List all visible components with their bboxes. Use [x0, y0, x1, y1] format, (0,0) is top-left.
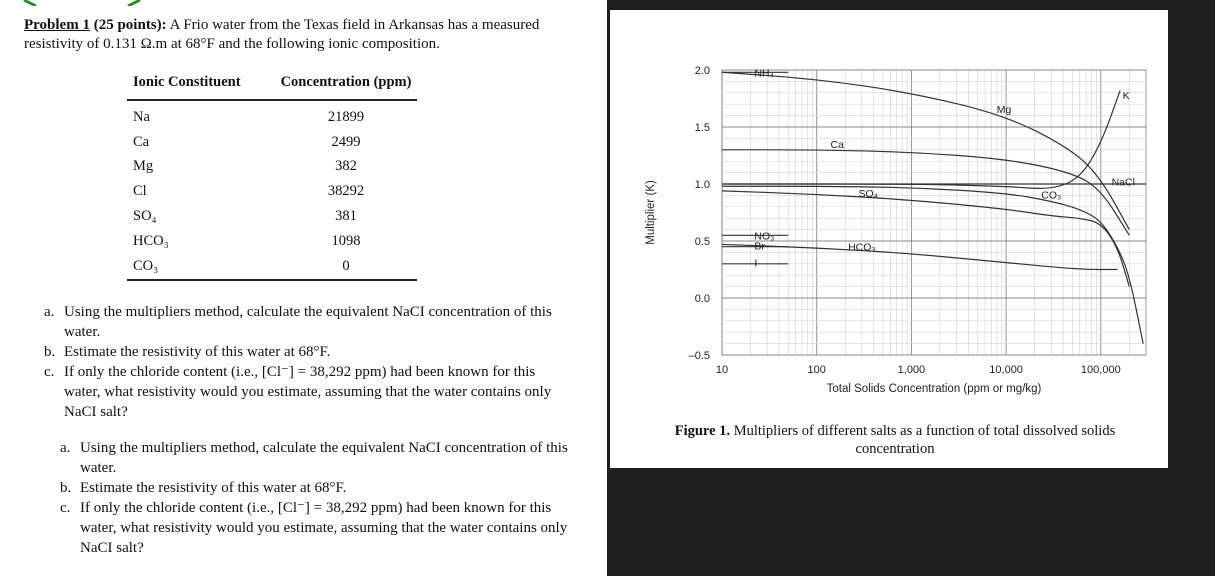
question-label: a.	[44, 304, 55, 320]
y-tick-label: 2.0	[694, 65, 710, 77]
x-axis-label: Total Solids Concentration (ppm or mg/kg)	[826, 383, 1042, 395]
series-label: HCO₃	[848, 241, 876, 254]
series-line	[722, 241, 1117, 269]
question-c	[44, 362, 564, 422]
problem-points: (25 points):	[93, 17, 167, 33]
figure-caption	[650, 422, 1140, 458]
ion-name: Ca	[133, 133, 150, 150]
ion-name: HCO₃	[133, 232, 169, 249]
series-label: Mg	[996, 103, 1012, 116]
question-label: b.	[60, 480, 72, 496]
question-b	[44, 342, 564, 362]
table-row	[127, 130, 417, 155]
figure-caption-text: Multipliers of different salts as a function of total dissolved solids concentration	[733, 423, 1116, 457]
question-text: Estimate the resistivity of this water at 68°F.	[80, 480, 347, 496]
ion-concentration: 1098	[331, 232, 361, 249]
figure-caption-label: Figure 1.	[674, 423, 731, 439]
series-label: NH₄	[754, 67, 774, 80]
question-text: Estimate the resistivity of this water at 68°F.	[64, 344, 331, 360]
series-line	[722, 91, 1120, 189]
ion-name: Cl	[133, 183, 147, 200]
ion-name: SO₄	[133, 208, 157, 225]
question-list-repeat	[60, 438, 580, 558]
table-row	[127, 179, 417, 204]
table-row	[127, 254, 417, 280]
series-label: K	[1122, 90, 1130, 103]
table-row	[127, 229, 417, 254]
repeated-questions-panel	[0, 424, 607, 576]
table-row	[127, 155, 417, 180]
table-header-row	[127, 73, 417, 100]
question-label: a.	[60, 440, 71, 456]
ion-name: Na	[133, 108, 150, 125]
series-label: CO₃	[1041, 189, 1062, 202]
problem-statement	[24, 16, 584, 54]
series-label: I	[754, 257, 758, 270]
question-a	[44, 302, 564, 342]
ion-concentration: 381	[335, 208, 357, 225]
series-label: Br	[754, 240, 765, 253]
question-list	[44, 302, 564, 422]
y-tick-label: 1.5	[694, 122, 710, 134]
ionic-composition-table	[127, 73, 417, 281]
cropped-heading-mark	[22, 0, 142, 6]
header-concentration: Concentration (ppm)	[247, 73, 418, 100]
question-text: Using the multipliers method, calculate the equivalent NaCI concentration of this water.	[80, 440, 568, 476]
ion-concentration: 2499	[331, 133, 361, 150]
series-label: Ca	[830, 139, 844, 152]
question-text: If only the chloride content (i.e., [Cl⁻] = 38,292 ppm) had been known for this water, what resistivity would you estimate, assuming that the water contains only NaCI salt?	[64, 364, 552, 420]
ion-concentration: 38292	[327, 183, 365, 200]
table-row	[127, 100, 417, 130]
x-tick-label: 10,000	[989, 364, 1023, 376]
series-line	[722, 191, 1129, 287]
series-label: NaCl	[1111, 176, 1135, 189]
table-row	[127, 204, 417, 229]
question-c	[60, 498, 580, 558]
series-label: NO₃	[754, 230, 775, 243]
question-text: If only the chloride content (i.e., [Cl⁻] = 38,292 ppm) had been known for this water, what resistivity would you estimate, assuming that the water contains only NaCI salt?	[80, 500, 568, 556]
question-label: b.	[44, 344, 56, 360]
figure-panel	[610, 10, 1168, 468]
series-label: SO₄	[858, 188, 878, 201]
question-label: c.	[60, 500, 71, 516]
question-b	[60, 478, 580, 498]
ion-concentration: 21899	[327, 108, 365, 125]
question-a	[60, 438, 580, 478]
multiplier-chart	[610, 10, 1168, 410]
plot-frame	[722, 70, 1146, 355]
ion-name: CO₃	[127, 254, 247, 280]
problem-panel	[0, 0, 607, 424]
y-axis-label: Multiplier (K)	[645, 180, 657, 245]
question-label: c.	[44, 364, 55, 380]
problem-text: A Frio water from the Texas field in Arkansas has a measured resistivity of 0.131 Ω.m at 68°F and the following ionic composition.	[24, 17, 540, 52]
ion-concentration: 382	[335, 158, 357, 175]
header-ionic-constituent: Ionic Constituent	[127, 73, 247, 100]
ion-name: Mg	[133, 158, 154, 175]
y-tick-label: 0.0	[694, 293, 710, 305]
y-tick-label: 0.5	[694, 236, 710, 248]
x-tick-label: 100	[807, 364, 826, 376]
y-tick-label: 1.0	[694, 179, 710, 191]
x-tick-label: 10	[715, 364, 729, 376]
question-text: Using the multipliers method, calculate the equivalent NaCI concentration of this water.	[64, 304, 552, 340]
problem-title: Problem 1	[24, 17, 90, 33]
x-tick-label: 100,000	[1080, 364, 1121, 376]
y-tick-label: –0.5	[688, 350, 710, 362]
ion-concentration: 0	[247, 254, 418, 280]
x-tick-label: 1,000	[897, 364, 926, 376]
